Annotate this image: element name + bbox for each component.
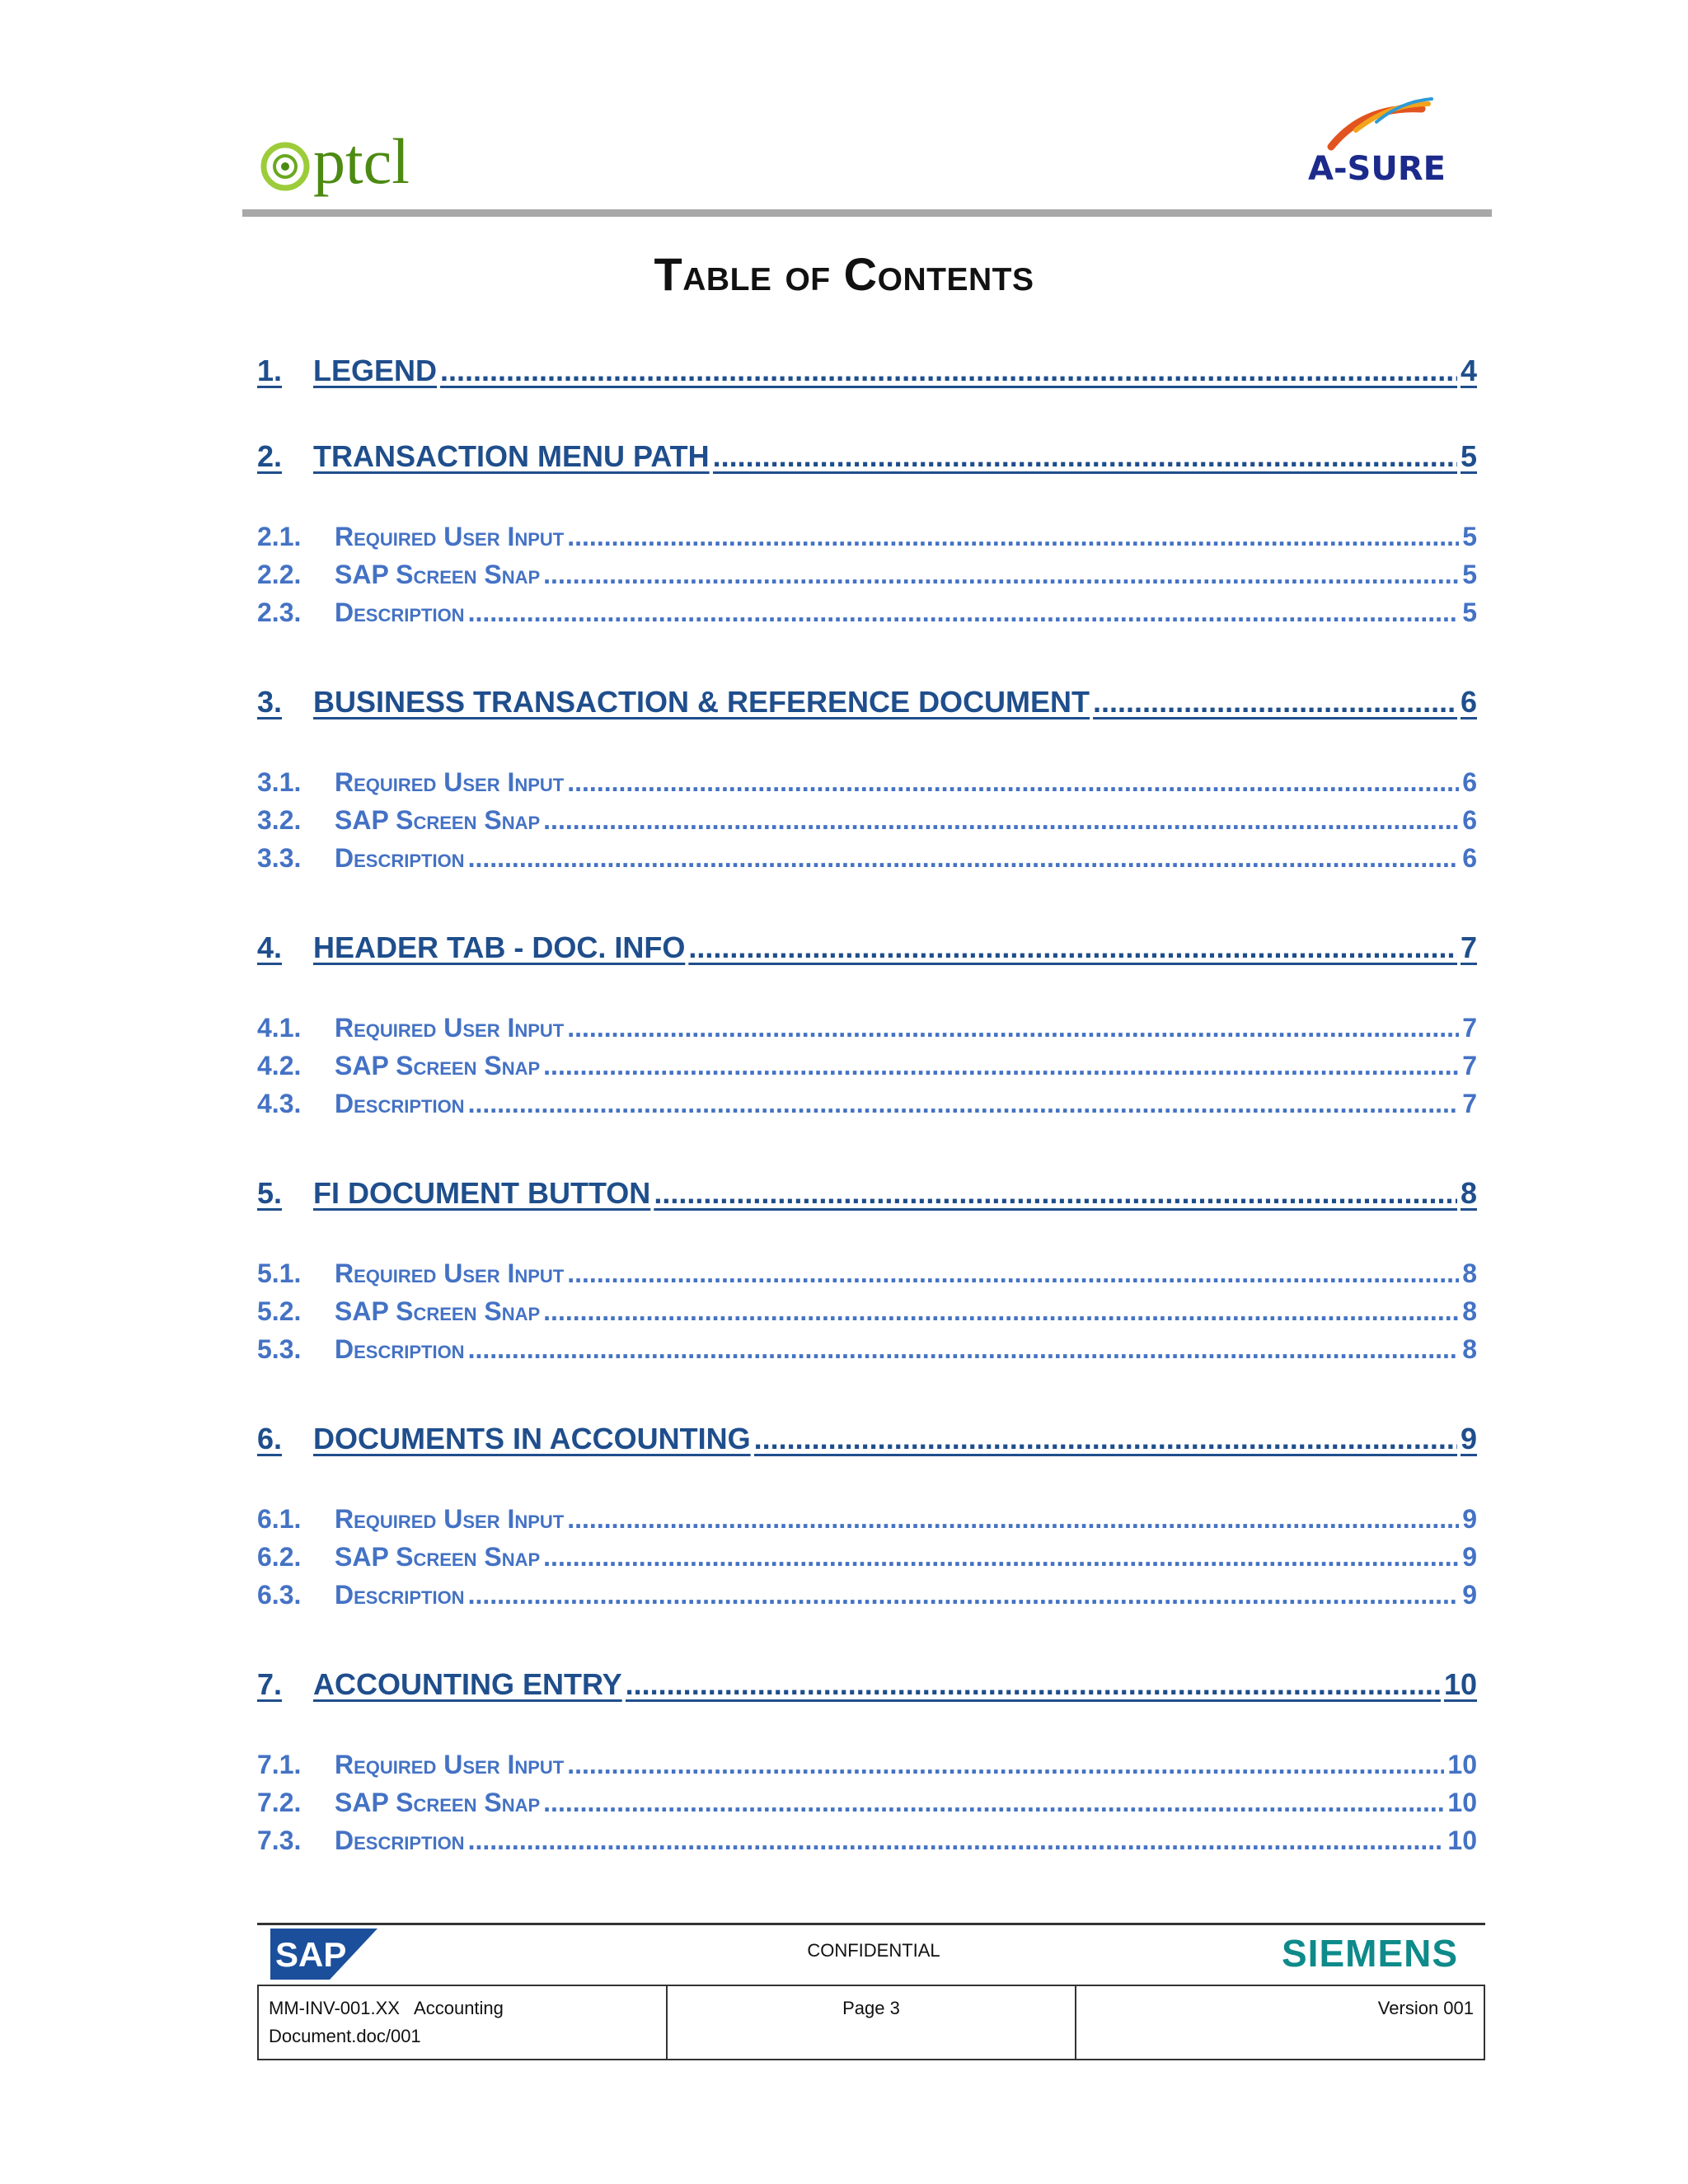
toc-entry-page: 9	[1462, 1580, 1477, 1610]
toc-entry-page: 8	[1460, 1176, 1477, 1210]
toc-subsection-group	[257, 1746, 1477, 1859]
confidential-label: CONFIDENTIAL	[807, 1940, 940, 1961]
toc-entry-level1[interactable]	[257, 677, 1477, 727]
toc-dot-leader	[468, 1330, 1460, 1368]
toc-entry-label: SAP Screen Snap	[335, 1788, 541, 1817]
toc-entry-label: DOCUMENTS IN ACCOUNTING	[313, 1422, 751, 1455]
toc-dot-leader	[468, 1821, 1445, 1859]
toc-entry-number: 3.2.	[257, 805, 302, 835]
toc-entry-page: 5	[1462, 522, 1477, 551]
toc-entry-number: 7.	[257, 1667, 283, 1701]
toc-entry-number: 5.1.	[257, 1258, 302, 1288]
a-sure-logo	[1298, 97, 1447, 192]
toc-entry-level1[interactable]	[257, 346, 1477, 396]
toc-entry-label: Description	[335, 843, 465, 873]
toc-entry-label: HEADER TAB - DOC. INFO	[313, 930, 686, 964]
toc-entry-number: 5.3.	[257, 1334, 302, 1364]
toc-dot-leader	[567, 1254, 1459, 1292]
toc-entry-label: Required User Input	[335, 522, 565, 551]
toc-dot-leader	[440, 346, 1457, 396]
toc-entry-label: ACCOUNTING ENTRY	[313, 1667, 622, 1701]
toc-entry-label: Description	[335, 598, 465, 627]
toc-entry-number: 6.3.	[257, 1580, 302, 1610]
toc-entry-label: LEGEND	[313, 354, 438, 387]
toc-entry-number: 2.1.	[257, 522, 302, 551]
toc-entry-page: 9	[1460, 1422, 1477, 1455]
toc-dot-leader	[1093, 677, 1457, 727]
toc-entry-level2[interactable]	[257, 801, 1477, 839]
footer-doc-reference-line1: MM-INV-001.XX Accounting	[269, 1998, 504, 2018]
toc-entry-label: Description	[335, 1580, 465, 1610]
toc-entry-level2[interactable]	[257, 1538, 1477, 1576]
toc-entry-page: 6	[1460, 685, 1477, 719]
toc-entry-label: SAP Screen Snap	[335, 560, 541, 589]
toc-subsection-group	[257, 1254, 1477, 1368]
toc-entry-page: 4	[1460, 354, 1477, 387]
toc-dot-leader	[654, 1169, 1457, 1218]
toc-dot-leader	[754, 1414, 1457, 1464]
toc-entry-page: 5	[1460, 439, 1477, 473]
footer-page-number: Page 3	[666, 1986, 1075, 2059]
toc-entry-level2[interactable]	[257, 1500, 1477, 1538]
ptcl-logo	[257, 124, 455, 214]
toc-entry-page: 7	[1462, 1051, 1477, 1080]
ptcl-logo-text: ptcl	[313, 125, 410, 197]
toc-entry-page: 6	[1462, 843, 1477, 873]
toc-dot-leader	[567, 1009, 1459, 1047]
toc-entry-number: 1.	[257, 354, 283, 387]
toc-entry-page: 9	[1462, 1542, 1477, 1572]
toc-entry-number: 2.2.	[257, 560, 302, 589]
toc-dot-leader	[468, 593, 1460, 631]
toc-section	[257, 432, 1477, 631]
toc-entry-level2[interactable]	[257, 1783, 1477, 1821]
footer-version: Version 001	[1075, 1986, 1484, 2059]
toc-entry-page: 5	[1462, 598, 1477, 627]
toc-entry-level2[interactable]	[257, 1330, 1477, 1368]
toc-dot-leader	[543, 1047, 1459, 1085]
toc-entry-number: 7.3.	[257, 1825, 302, 1855]
toc-entry-level2[interactable]	[257, 555, 1477, 593]
toc-entry-label: Required User Input	[335, 1258, 565, 1288]
toc-dot-leader	[543, 555, 1459, 593]
toc-entry-number: 5.2.	[257, 1296, 302, 1326]
toc-section	[257, 346, 1477, 396]
toc-section	[257, 1414, 1477, 1614]
toc-entry-label: SAP Screen Snap	[335, 805, 541, 835]
toc-section	[257, 1660, 1477, 1859]
toc-subsection-group	[257, 1500, 1477, 1614]
toc-dot-leader	[468, 1085, 1460, 1122]
toc-dot-leader	[543, 1538, 1459, 1576]
toc-entry-label: BUSINESS TRANSACTION & REFERENCE DOCUMENT	[313, 685, 1090, 719]
toc-entry-label: TRANSACTION MENU PATH	[313, 439, 710, 473]
toc-entry-page: 8	[1462, 1258, 1477, 1288]
table-of-contents	[257, 346, 1477, 1905]
toc-entry-level1[interactable]	[257, 923, 1477, 972]
toc-entry-label: SAP Screen Snap	[335, 1296, 541, 1326]
toc-entry-level1[interactable]	[257, 1660, 1477, 1709]
toc-entry-level2[interactable]	[257, 1576, 1477, 1614]
toc-section	[257, 677, 1477, 877]
toc-subsection-group	[257, 763, 1477, 877]
toc-entry-level1[interactable]	[257, 432, 1477, 481]
toc-entry-level2[interactable]	[257, 1821, 1477, 1859]
toc-entry-page: 7	[1462, 1089, 1477, 1118]
toc-subsection-group	[257, 1009, 1477, 1122]
toc-entry-number: 3.3.	[257, 843, 302, 873]
toc-entry-level2[interactable]	[257, 1047, 1477, 1085]
toc-dot-leader	[567, 763, 1459, 801]
toc-entry-level2[interactable]	[257, 1746, 1477, 1783]
toc-entry-page: 5	[1462, 560, 1477, 589]
sap-logo-text: SAP	[275, 1935, 347, 1974]
toc-dot-leader	[567, 1500, 1459, 1538]
toc-dot-leader	[567, 518, 1459, 555]
toc-entry-number: 2.3.	[257, 598, 302, 627]
toc-section	[257, 1169, 1477, 1368]
footer-doc-reference	[259, 1986, 666, 2059]
toc-entry-label: SAP Screen Snap	[335, 1051, 541, 1080]
toc-entry-number: 4.1.	[257, 1013, 302, 1043]
toc-dot-leader	[543, 1783, 1444, 1821]
toc-entry-number: 6.2.	[257, 1542, 302, 1572]
toc-entry-level2[interactable]	[257, 1009, 1477, 1047]
toc-dot-leader	[543, 801, 1459, 839]
siemens-logo: SIEMENS	[1282, 1932, 1459, 1975]
toc-entry-page: 7	[1462, 1013, 1477, 1043]
a-sure-logo-text: A-SURE	[1308, 150, 1446, 188]
footer-divider	[257, 1923, 1485, 1925]
toc-entry-number: 4.3.	[257, 1089, 302, 1118]
toc-dot-leader	[567, 1746, 1444, 1783]
toc-entry-label: Description	[335, 1334, 465, 1364]
toc-entry-label: Required User Input	[335, 1504, 565, 1534]
toc-entry-page: 6	[1462, 767, 1477, 797]
toc-entry-number: 6.	[257, 1422, 283, 1455]
toc-entry-level2[interactable]	[257, 1254, 1477, 1292]
toc-entry-page: 8	[1462, 1296, 1477, 1326]
toc-entry-level2[interactable]	[257, 593, 1477, 631]
toc-entry-label: Required User Input	[335, 1013, 565, 1043]
toc-dot-leader	[543, 1292, 1459, 1330]
toc-entry-number: 5.	[257, 1176, 283, 1210]
toc-entry-page: 9	[1462, 1504, 1477, 1534]
toc-entry-number: 7.2.	[257, 1788, 302, 1817]
toc-entry-number: 2.	[257, 439, 283, 473]
toc-entry-number: 3.1.	[257, 767, 302, 797]
toc-entry-level1[interactable]	[257, 1169, 1477, 1218]
toc-entry-label: Required User Input	[335, 767, 565, 797]
toc-dot-leader	[713, 432, 1457, 481]
toc-entry-level2[interactable]	[257, 763, 1477, 801]
toc-subsection-group	[257, 518, 1477, 631]
toc-entry-page: 10	[1447, 1750, 1477, 1779]
toc-entry-page: 10	[1447, 1825, 1477, 1855]
toc-entry-number: 6.1.	[257, 1504, 302, 1534]
toc-entry-number: 7.1.	[257, 1750, 302, 1779]
toc-entry-number: 4.2.	[257, 1051, 302, 1080]
toc-dot-leader	[626, 1660, 1441, 1709]
toc-entry-label: SAP Screen Snap	[335, 1542, 541, 1572]
toc-entry-label: FI DOCUMENT BUTTON	[313, 1176, 651, 1210]
toc-entry-page: 7	[1460, 930, 1477, 964]
toc-entry-level2[interactable]	[257, 1085, 1477, 1122]
toc-entry-page: 10	[1443, 1667, 1477, 1701]
toc-entry-number: 3.	[257, 685, 283, 719]
toc-entry-label: Description	[335, 1825, 465, 1855]
toc-section	[257, 923, 1477, 1122]
toc-entry-page: 8	[1462, 1334, 1477, 1364]
toc-entry-level1[interactable]	[257, 1414, 1477, 1464]
toc-entry-label: Description	[335, 1089, 465, 1118]
toc-dot-leader	[468, 1576, 1460, 1614]
toc-dot-leader	[688, 923, 1457, 972]
toc-entry-number: 4.	[257, 930, 283, 964]
toc-entry-page: 10	[1447, 1788, 1477, 1817]
toc-dot-leader	[468, 839, 1460, 877]
footer-table	[257, 1985, 1485, 2060]
toc-entry-level2[interactable]	[257, 518, 1477, 555]
toc-entry-level2[interactable]	[257, 1292, 1477, 1330]
header-divider	[242, 209, 1492, 217]
page-title: Table of Contents	[654, 248, 1034, 300]
toc-entry-label: Required User Input	[335, 1750, 565, 1779]
sap-logo	[270, 1929, 377, 1980]
toc-entry-page: 6	[1462, 805, 1477, 835]
toc-entry-level2[interactable]	[257, 839, 1477, 877]
footer-doc-reference-line2: Document.doc/001	[269, 2026, 421, 2046]
